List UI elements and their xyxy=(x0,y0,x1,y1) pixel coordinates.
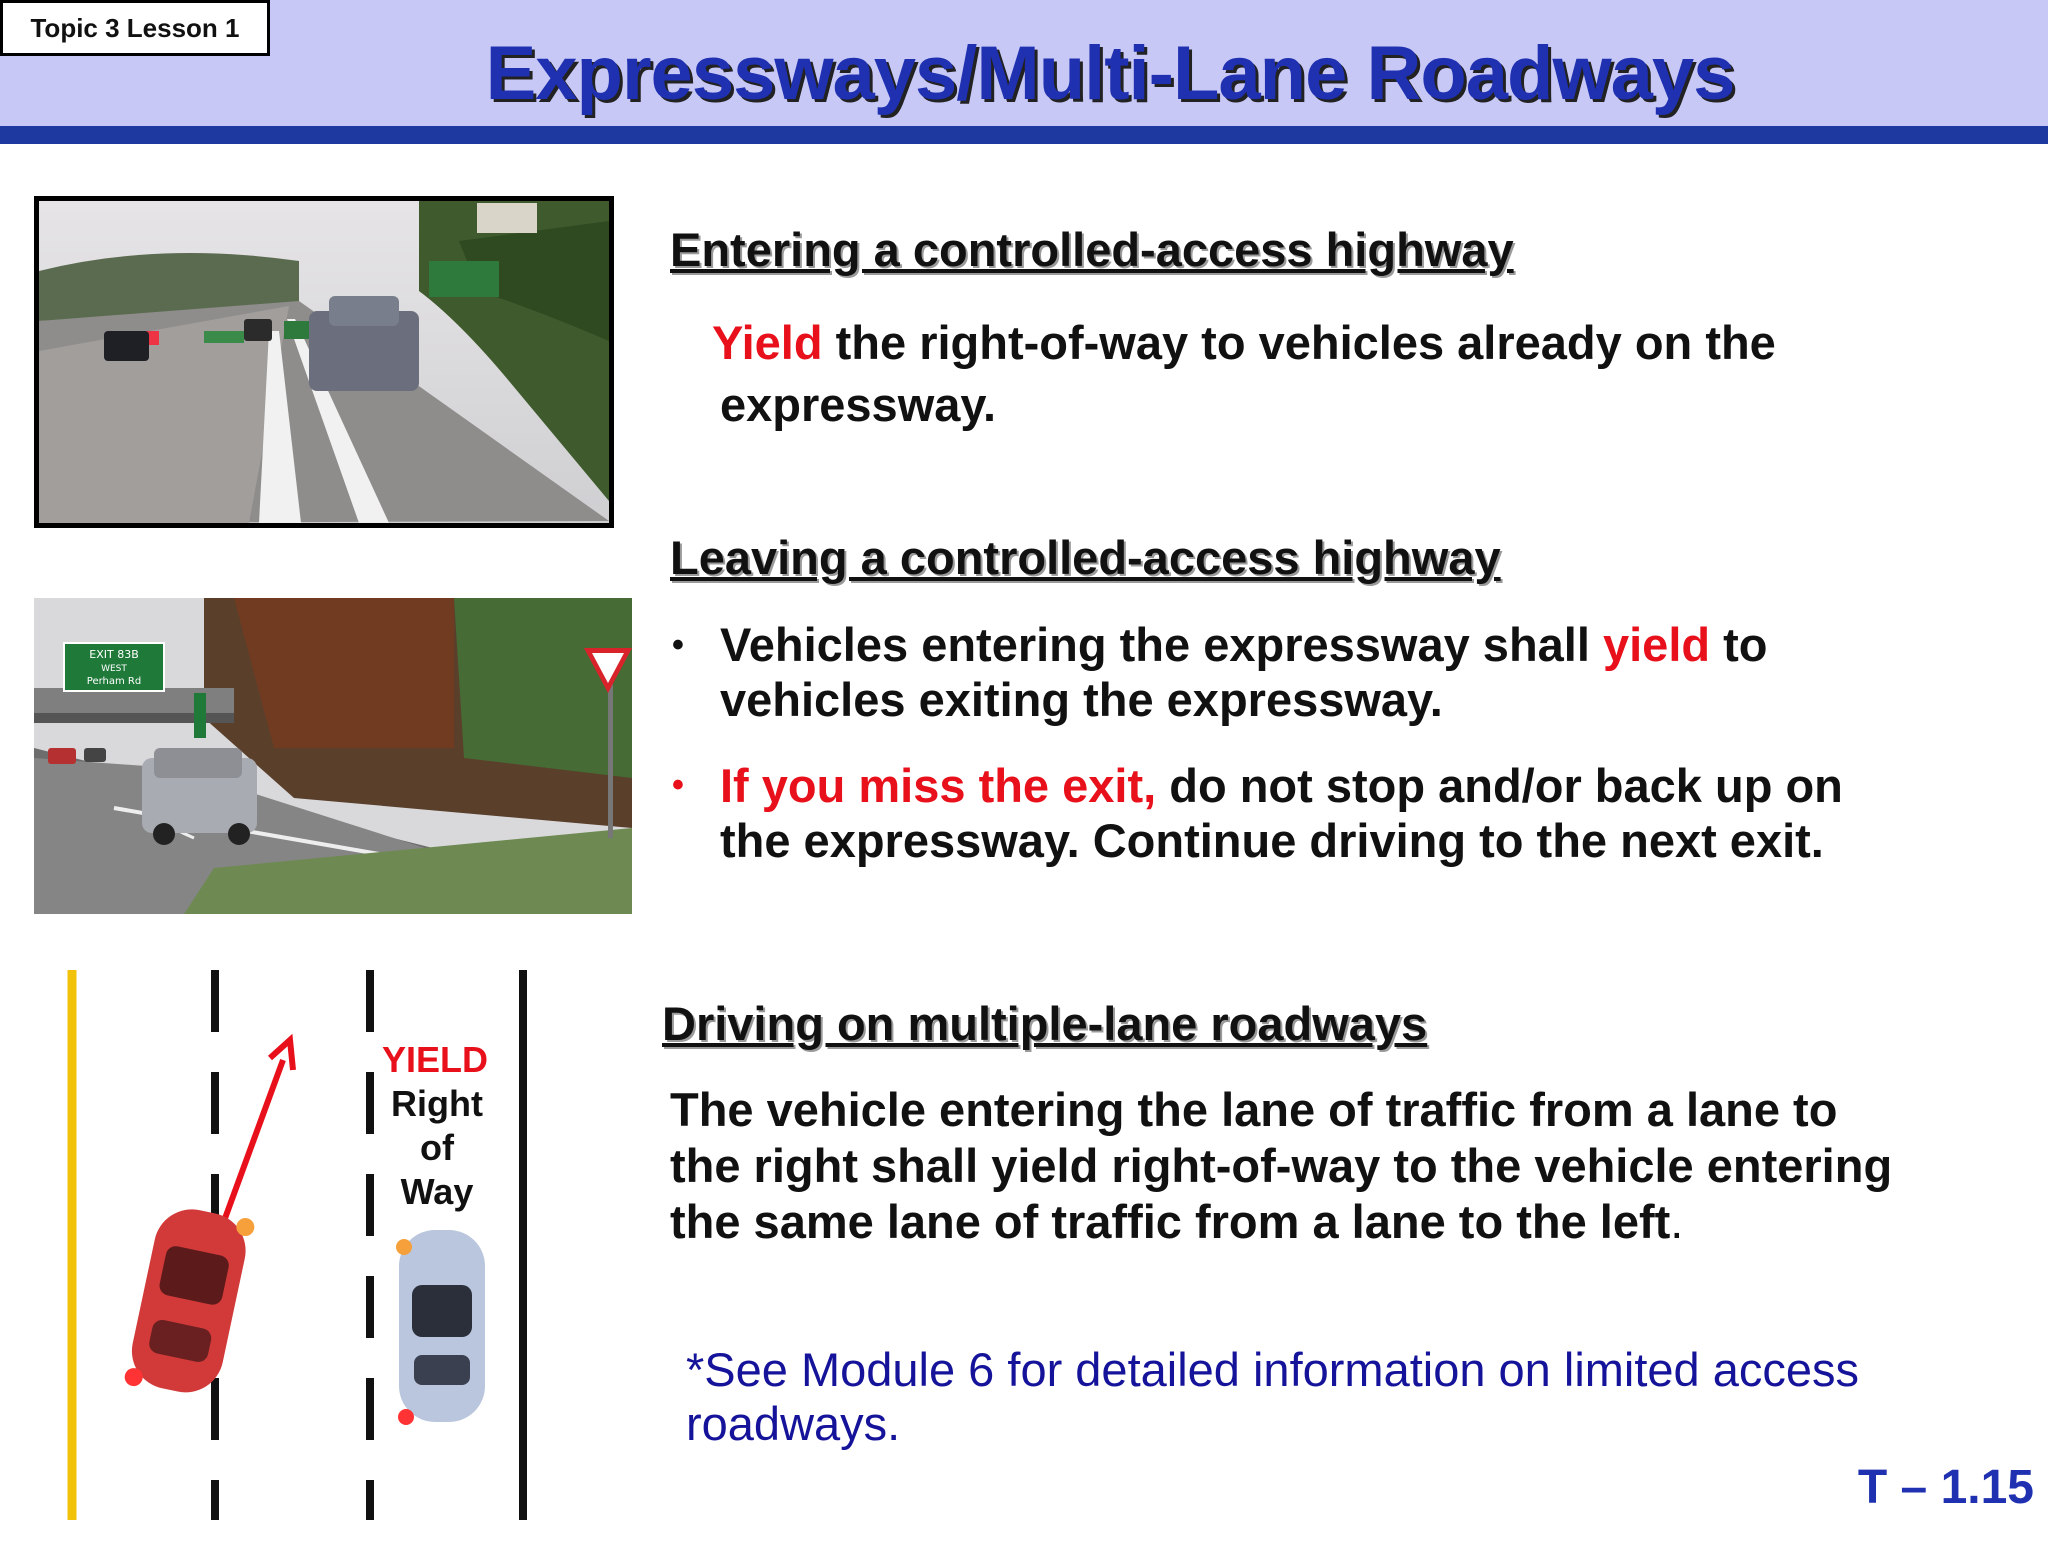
bullet-2-marker: • xyxy=(672,766,684,804)
leaving-bullet1-red: yield xyxy=(1602,618,1711,671)
leaving-bullet2-line2: the expressway. Continue driving to the next exit. xyxy=(720,814,1824,867)
multilane-line3-end: . xyxy=(1670,1195,1684,1248)
leaving-bullet2-red: If you miss the exit, xyxy=(720,759,1157,812)
heading-entering: Entering a controlled-access highway xyxy=(670,223,1514,276)
photo-entering-highway xyxy=(34,196,614,528)
multilane-line2: the right shall yield right-of-way to the vehicle entering xyxy=(670,1139,1893,1192)
red-car-icon xyxy=(123,1200,256,1404)
blue-car-icon xyxy=(396,1230,485,1425)
module-note xyxy=(686,1343,1859,1451)
multilane-line1: The vehicle entering the lane of traffic from a lane to xyxy=(670,1083,1838,1136)
leaving-sign-name: Perham Rd xyxy=(86,676,142,687)
slide-number: T – 1.15 xyxy=(1857,1461,2034,1514)
entering-yield-word: Yield xyxy=(712,316,823,369)
entering-line1-rest: the right-of-way to vehicles already on the xyxy=(822,316,1776,369)
diagram-way-label: Way xyxy=(400,1171,474,1212)
multilane-line3-wrap xyxy=(670,1194,1892,1250)
leaving-highway-image xyxy=(34,598,632,914)
heading-multilane: Driving on multiple-lane roadways xyxy=(662,997,1428,1050)
heading-leaving: Leaving a controlled-access highway xyxy=(670,531,1501,584)
leaving-bullet2-line1 xyxy=(720,756,1843,816)
photo-leaving-highway xyxy=(34,598,632,914)
bullet-1-marker: • xyxy=(672,626,684,664)
leaving-sign-exit: EXIT 83B xyxy=(89,648,139,661)
entering-text-line1 xyxy=(712,313,1776,373)
note-line1: *See Module 6 for detailed information on limited access xyxy=(686,1343,1860,1396)
note-line2: roadways. xyxy=(686,1397,901,1450)
diagram-of-label: of xyxy=(420,1127,454,1168)
leaving-bullet1-line2: vehicles exiting the expressway. xyxy=(720,673,1443,726)
leaving-sign-route: WEST xyxy=(101,664,127,674)
header-rule xyxy=(0,126,2048,144)
leaving-bullet1-a: Vehicles entering the expressway shall xyxy=(720,618,1603,671)
leaving-bullet1-b: to xyxy=(1710,618,1768,671)
multilane-line3: the same lane of traffic from a lane to the left xyxy=(670,1195,1671,1248)
merge-arrow-icon xyxy=(220,1040,293,1232)
lane-diagram-svg xyxy=(40,970,560,1536)
leaving-bullet1-line1 xyxy=(720,615,1768,675)
lane-diagram xyxy=(40,970,560,1536)
topic-tag: Topic 3 Lesson 1 xyxy=(0,0,270,56)
page-title: Expressways/Multi-Lane Roadways xyxy=(485,31,1735,116)
diagram-yield-label: YIELD xyxy=(381,1039,489,1080)
multilane-text xyxy=(670,1082,1892,1250)
diagram-right-label: Right xyxy=(391,1083,483,1124)
entering-text-line2: expressway. xyxy=(720,378,997,431)
entering-highway-image xyxy=(39,201,609,523)
leaving-bullet2-a: do not stop and/or back up on xyxy=(1156,759,1843,812)
